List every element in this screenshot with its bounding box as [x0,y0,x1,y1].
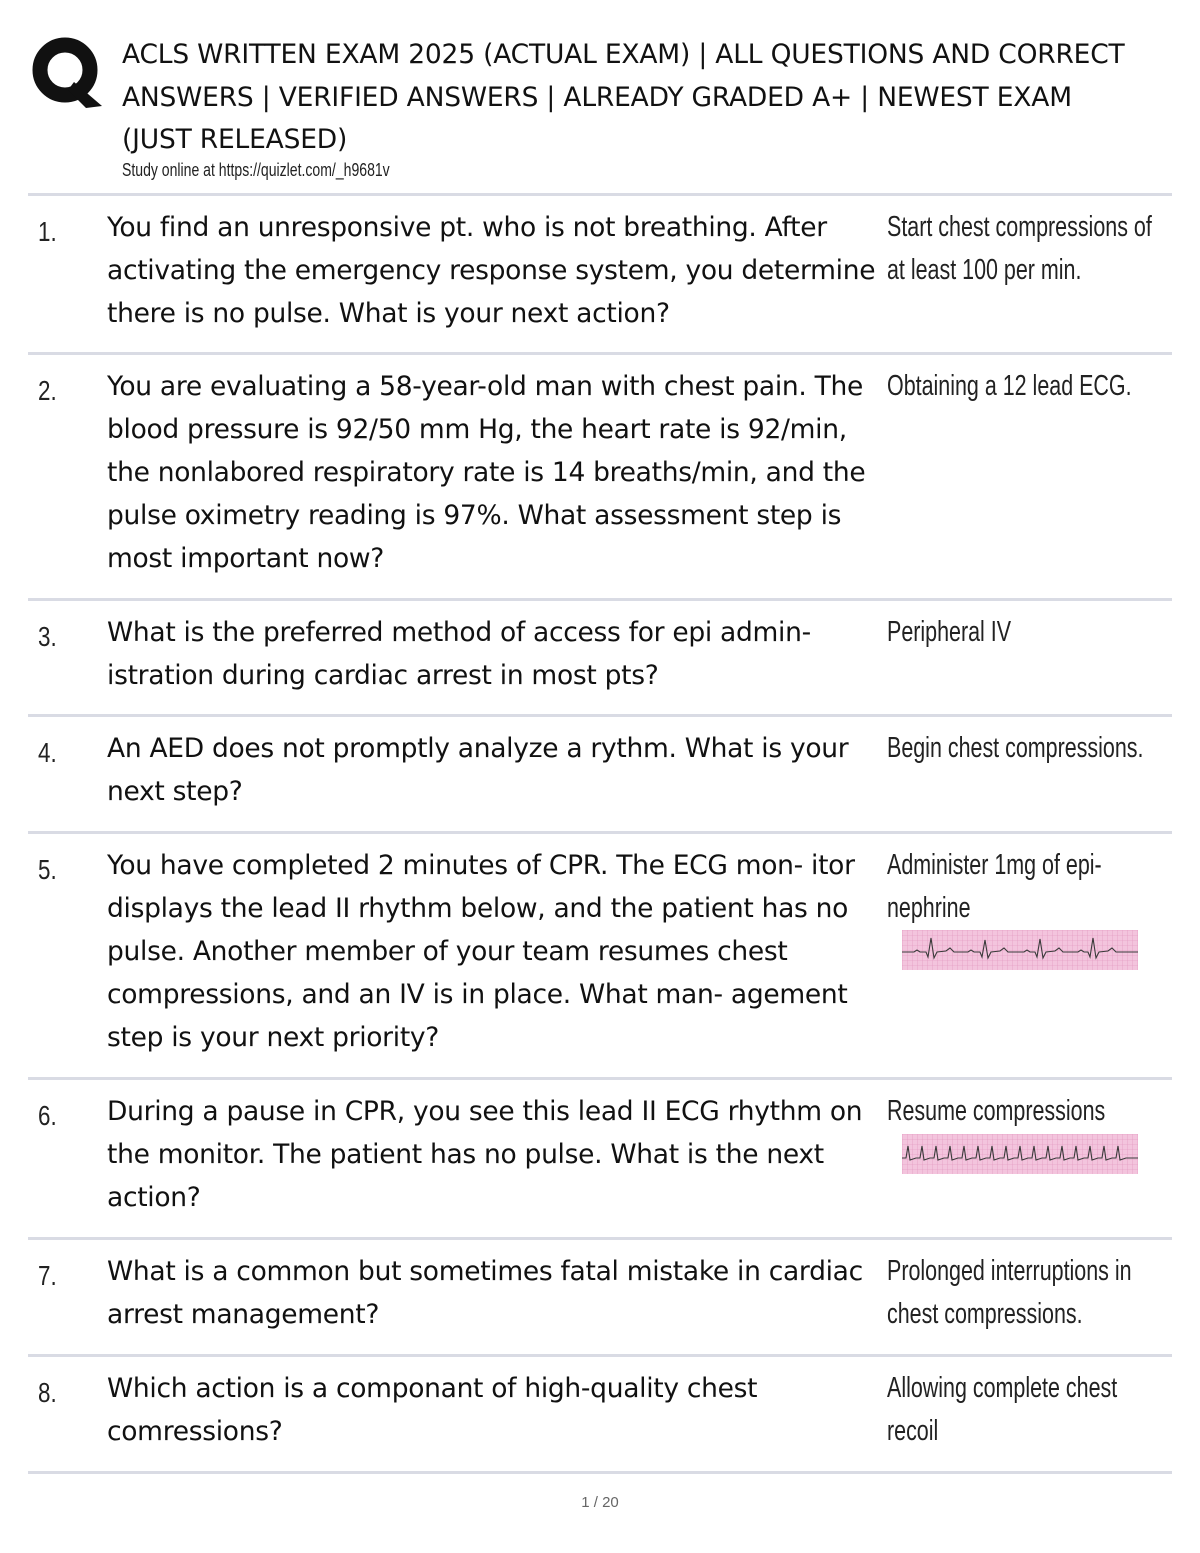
card-answer: Obtaining a 12 lead ECG. [887,370,1132,402]
card-number: 1. [38,216,57,247]
study-online-link[interactable]: Study online at https://quizlet.com/_h9681v [122,160,390,180]
card-number: 3. [38,621,57,652]
flashcard-list [28,196,1172,1474]
card-number: 2. [38,375,57,406]
ecg-strip-image [902,930,1138,970]
card-question: Which action is a componant of high-quality chest comressions? [107,1373,758,1447]
card-number: 6. [38,1100,57,1131]
card-answer: Peripheral IV [887,616,1012,648]
card-question: An AED does not promptly analyze a rythm. What is your next step? [107,733,849,807]
ecg-strip-image [902,1134,1138,1174]
document-header [0,0,1200,196]
card-answer: Resume compressions [887,1095,1106,1127]
card-answer: Begin chest compressions. [887,732,1144,764]
flashcard [28,1357,1172,1474]
card-number: 7. [38,1260,57,1291]
card-answer: Allowing complete chest recoil [887,1372,1118,1447]
card-number: 5. [38,854,57,885]
card-question: What is the preferred method of access for epi admin- istration during cardiac arrest in most pts? [107,617,811,691]
page-number: 1 / 20 [581,1494,619,1511]
card-number: 4. [38,737,57,768]
document-title: ACLS WRITTEN EXAM 2025 (ACTUAL EXAM) | ALL QUESTIONS AND CORRECT ANSWERS | VERIFIED ANSWERS | ALREADY GRADED A+ | NEWEST EXAM (JUST RELEASED) [122,39,1125,155]
card-question: You find an unresponsive pt. who is not breathing. After activating the emergency response system, you determine there is no pulse. What is your next action? [107,212,876,329]
flashcard [28,196,1172,355]
card-question: You have completed 2 minutes of CPR. The ECG mon- itor displays the lead II rhythm below, and the patient has no pulse. Another member of your team resumes chest compressions, and an IV is in place. What man- agement step is your next priority? [107,850,855,1053]
card-answer: Administer 1mg of epi- nephrine [887,849,1102,924]
card-question: You are evaluating a 58-year-old man with chest pain. The blood pressure is 92/50 mm Hg, the heart rate is 92/min, the nonlabored respiratory rate is 14 breaths/min, and the pulse oximetry reading is 97%. What assessment step is most important now? [107,371,866,574]
flashcard [28,1080,1172,1240]
card-question: What is a common but sometimes fatal mistake in cardiac arrest management? [107,1256,863,1330]
flashcard [28,355,1172,601]
flashcard [28,1240,1172,1357]
card-answer: Start chest compressions of at least 100 per min. [887,211,1152,286]
flashcard [28,834,1172,1080]
quizlet-logo-icon [30,34,104,108]
card-question: During a pause in CPR, you see this lead II ECG rhythm on the monitor. The patient has no pulse. What is the next action? [107,1096,863,1213]
card-answer: Prolonged interruptions in chest compressions. [887,1255,1132,1330]
flashcard [28,717,1172,834]
card-number: 8. [38,1377,57,1408]
flashcard [28,601,1172,717]
